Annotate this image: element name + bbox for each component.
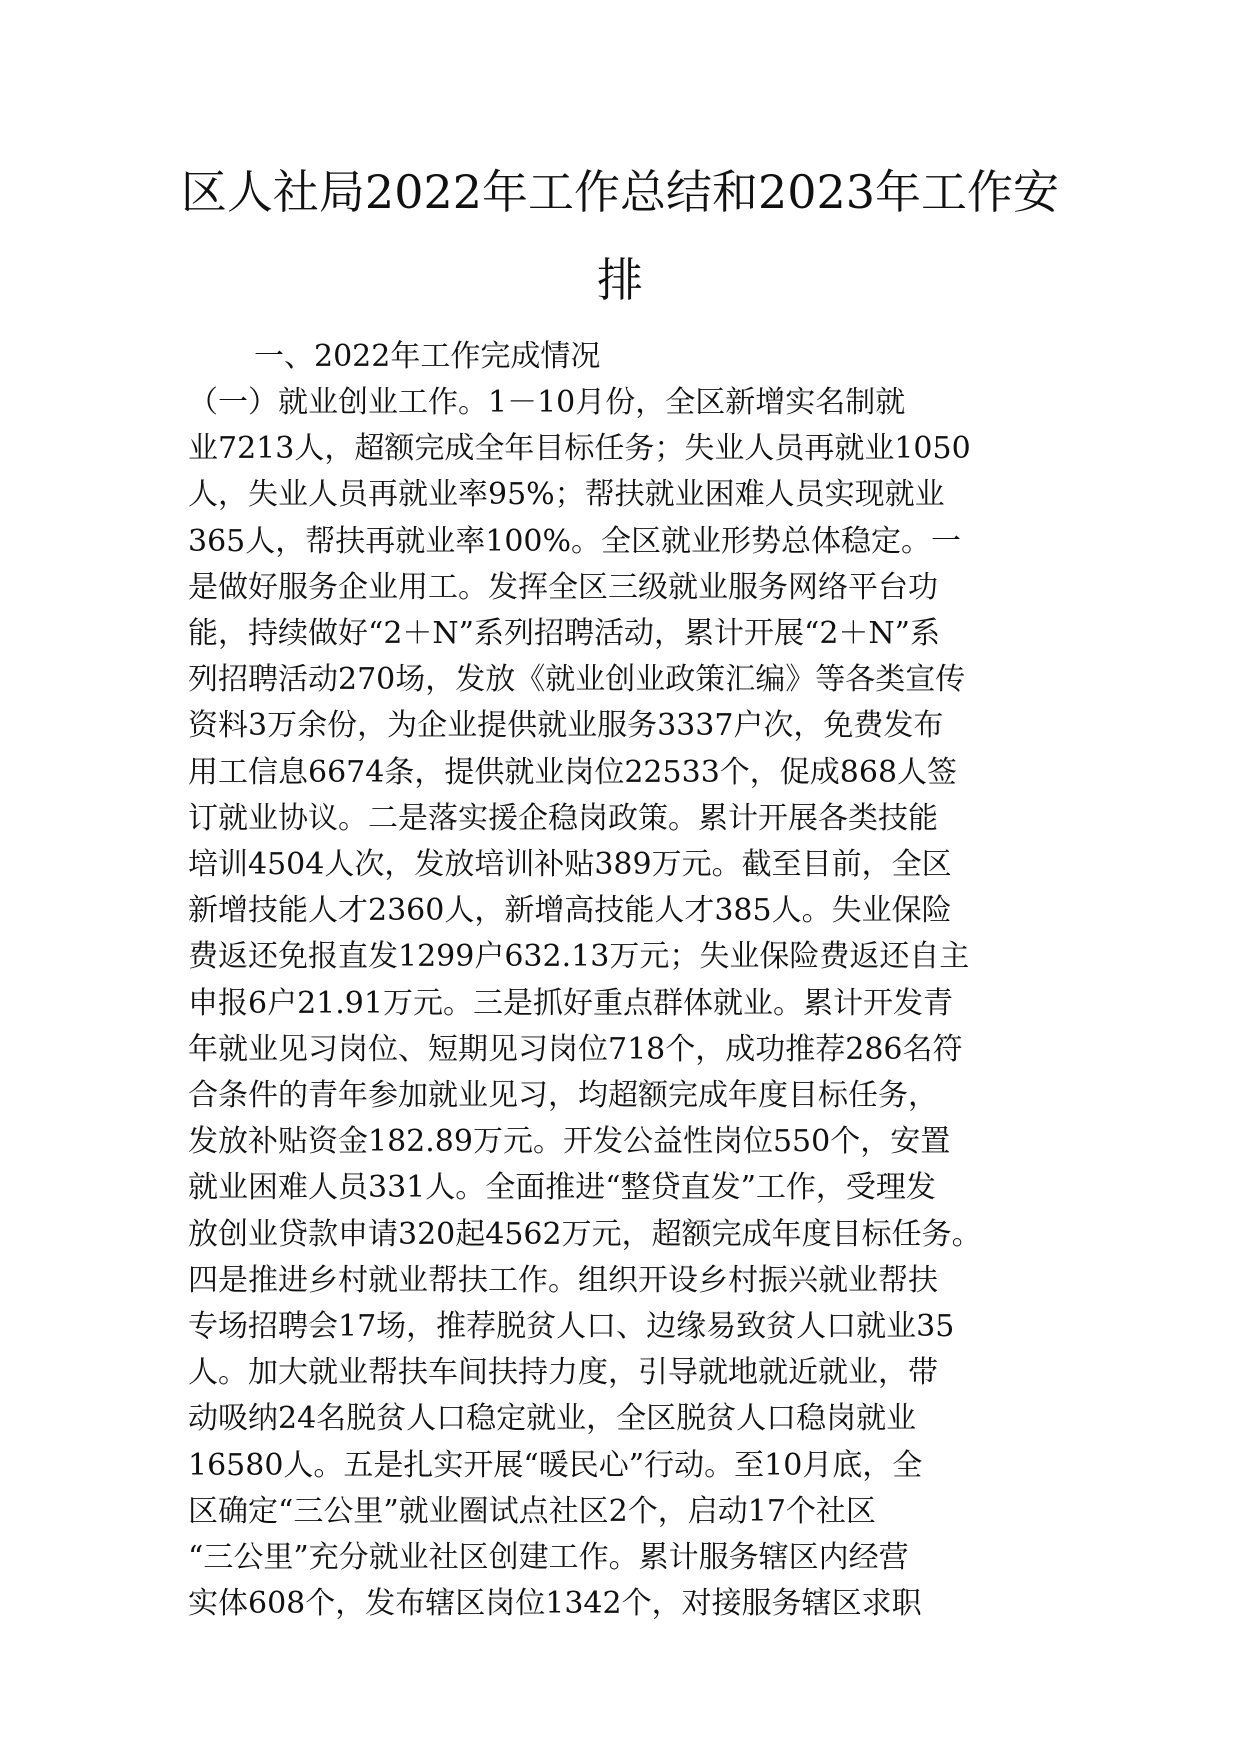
paragraph-line: 是做好服务企业用工。发挥全区三级就业服务网络平台功 <box>188 569 938 605</box>
document-title <box>160 148 1080 324</box>
paragraph-line: 16580人。五是扎实开展“暖民心”行动。至10月底，全 <box>188 1447 923 1483</box>
paragraph-line: 放创业贷款申请320起4562万元，超额完成年度目标任务。 <box>188 1216 982 1252</box>
paragraph-line: 专场招聘会17场，推荐脱贫人口、边缘易致贫人口就业35 <box>188 1309 955 1345</box>
paragraph-line: 人，失业人员再就业率95%；帮扶就业困难人员实现就业 <box>188 477 945 513</box>
paragraph-line: “三公里”充分就业社区创建工作。累计服务辖区内经营 <box>188 1540 909 1576</box>
paragraph-line: （一）就业创业工作。1－10月份，全区新增实名制就 <box>188 385 906 420</box>
paragraph-line: 订就业协议。二是落实援企稳岗政策。累计开展各类技能 <box>188 800 938 836</box>
paragraph-line: 年就业见习岗位、短期见习岗位718个，成功推荐286名符 <box>188 1031 963 1067</box>
paragraph-line: 申报6户21.91万元。三是抓好重点群体就业。累计开发青 <box>188 985 953 1021</box>
paragraph-line: 365人，帮扶再就业率100%。全区就业形势总体稳定。一 <box>188 523 962 559</box>
title-line-1: 区人社局2022年工作总结和2023年工作安 <box>180 165 1060 219</box>
paragraph-line: 用工信息6674条，提供就业岗位22533个，促成868人签 <box>188 754 958 790</box>
body-paragraph <box>188 380 1068 1627</box>
paragraph-line: 列招聘活动270场，发放《就业创业政策汇编》等各类宣传 <box>188 662 966 698</box>
paragraph-line: 合条件的青年参加就业见习，均超额完成年度目标任务， <box>188 1078 938 1114</box>
paragraph-line: 四是推进乡村就业帮扶工作。组织开设乡村振兴就业帮扶 <box>188 1262 938 1298</box>
section-heading: 一、2022年工作完成情况 <box>254 339 601 374</box>
paragraph-line: 动吸纳24名脱贫人口稳定就业，全区脱贫人口稳岗就业 <box>188 1401 917 1437</box>
paragraph-line: 人。加大就业帮扶车间扶持力度，引导就地就近就业，带 <box>188 1355 938 1391</box>
paragraph-line: 能，持续做好“2＋N”系列招聘活动，累计开展“2＋N”系 <box>188 616 941 652</box>
paragraph-line: 实体608个，发布辖区岗位1342个，对接服务辖区求职 <box>188 1586 922 1622</box>
paragraph-line: 培训4504人次，发放培训补贴389万元。截至目前，全区 <box>188 847 952 883</box>
paragraph-line: 费返还免报直发1299户632.13万元；失业保险费返还自主 <box>188 939 970 975</box>
paragraph-line: 业7213人，超额完成全年目标任务；失业人员再就业1050 <box>188 431 971 467</box>
paragraph-line: 新增技能人才2360人，新增高技能人才385人。失业保险 <box>188 893 952 929</box>
paragraph-line: 发放补贴资金182.89万元。开发公益性岗位550个，安置 <box>188 1124 951 1160</box>
title-line-2: 排 <box>597 253 643 307</box>
paragraph-line: 资料3万余份，为企业提供就业服务3337户次，免费发布 <box>188 708 944 744</box>
paragraph-line: 区确定“三公里”就业圈试点社区2个，启动17个社区 <box>188 1493 876 1529</box>
paragraph-line: 就业困难人员331人。全面推进“整贷直发”工作，受理发 <box>188 1170 936 1206</box>
